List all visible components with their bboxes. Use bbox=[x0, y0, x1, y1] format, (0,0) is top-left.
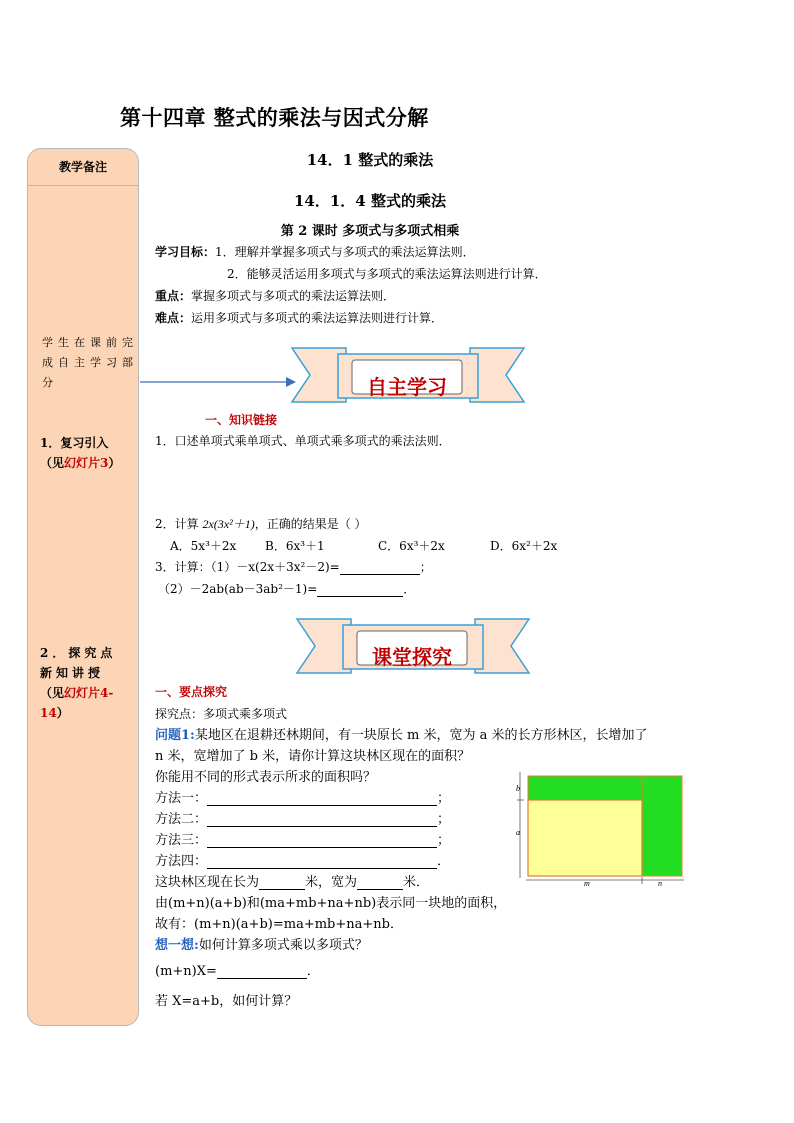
key-explore-heading: 一、要点探究 bbox=[155, 685, 228, 699]
arrow-icon bbox=[138, 372, 298, 392]
method-4: 方法四： ． bbox=[155, 854, 451, 869]
same-area-line: 由(m+n)(a+b)和(ma+mb+na+nb)表示同一块地的面积， bbox=[155, 896, 507, 911]
chapter-title: 第十四章 整式的乘法与因式分解 bbox=[120, 105, 429, 130]
sidebar-section-explore bbox=[40, 643, 130, 723]
sidebar-section-review bbox=[40, 433, 140, 473]
answer-blank[interactable] bbox=[357, 877, 403, 890]
method-3: 方法三： ； bbox=[155, 833, 451, 848]
lesson-heading: 第 2 课时 多项式与多项式相乘 bbox=[280, 224, 460, 239]
answer-blank[interactable] bbox=[217, 966, 307, 979]
knowledge-link-heading: 一、知识链接 bbox=[205, 413, 278, 427]
problem-1-line-2: n 米，宽增加了 b 米，请你计算这块林区现在的面积？ bbox=[155, 749, 471, 764]
mx-line: (m+n)X= ． bbox=[155, 964, 320, 979]
answer-blank[interactable] bbox=[259, 877, 305, 890]
option-c: C．6x³＋2x bbox=[378, 539, 445, 553]
option-a: A．5x³＋2x bbox=[170, 539, 237, 553]
sidebar-section-explore-title: 2．探究点新知讲授 bbox=[40, 646, 117, 680]
key-point: 重点：掌握多项式与多项式的乘法运算法则． bbox=[155, 289, 396, 303]
answer-blank[interactable] bbox=[340, 562, 420, 575]
think-line: 想一想:如何计算多项式乘以多项式？ bbox=[155, 938, 368, 953]
difficulty: 难点：运用多项式与多项式的乘法运算法则进行计算． bbox=[155, 311, 444, 325]
label-a: a bbox=[516, 828, 520, 837]
subsection-heading: 14．1．4 整式的乘法 bbox=[294, 192, 446, 210]
label-n: n bbox=[658, 879, 662, 888]
answer-blank[interactable] bbox=[207, 814, 437, 827]
area-diagram bbox=[512, 768, 692, 888]
question-2: 2．计算 2x(3x²＋1)，正确的结果是（ ） bbox=[155, 517, 367, 531]
objective-line-2: 2．能够灵活运用多项式与多项式的乘法运算法则进行计算． bbox=[227, 267, 547, 281]
therefore-line: 故有：(m+n)(a+b)=ma+mb+na+nb． bbox=[155, 917, 403, 932]
sidebar-section-review-ref: （见幻灯片3） bbox=[40, 456, 121, 470]
sidebar-section-explore-ref: （见幻灯片4-14） bbox=[40, 686, 114, 720]
answer-blank[interactable] bbox=[207, 793, 437, 806]
sidebar-header: 教学备注 bbox=[28, 149, 138, 186]
option-d: D．6x²＋2x bbox=[490, 539, 558, 553]
method-2: 方法二： ； bbox=[155, 812, 451, 827]
answer-blank[interactable] bbox=[207, 856, 437, 869]
option-b: B．6x³＋1 bbox=[265, 539, 325, 553]
label-m: m bbox=[584, 879, 590, 888]
label-b: b bbox=[516, 784, 520, 793]
banner-class-explore: 课堂探究 bbox=[372, 645, 452, 669]
objectives-label: 学习目标： bbox=[155, 245, 216, 259]
banner-self-study: 自主学习 bbox=[367, 375, 447, 399]
problem-label: 问题1: bbox=[155, 728, 195, 743]
problem-1-line-1: 问题1:某地区在退耕还林期间，有一块原长 m 米，宽为 a 米的长方形林区，长增加了 bbox=[155, 728, 648, 743]
answer-blank[interactable] bbox=[317, 584, 403, 597]
think-label: 想一想: bbox=[155, 938, 199, 953]
ask-line: 你能用不同的形式表示所求的面积吗？ bbox=[155, 770, 377, 785]
objective-line-1: 学习目标：1．理解并掌握多项式与多项式的乘法运算法则． bbox=[155, 245, 475, 259]
question-3-part-2: （2）－2ab(ab－3ab²－1)= ． bbox=[158, 582, 416, 596]
if-line: 若 X=a+b，如何计算？ bbox=[155, 994, 298, 1009]
method-1: 方法一： ； bbox=[155, 791, 451, 806]
sidebar-note: 学生在课前完成自主学习部分 bbox=[42, 336, 138, 389]
explore-point: 探究点：多项式乘多项式 bbox=[155, 707, 288, 721]
section-heading: 14．1 整式的乘法 bbox=[306, 151, 434, 169]
answer-blank[interactable] bbox=[207, 835, 437, 848]
question-3-part-1: 3．计算：（1）－x(2x＋3x²－2)= ； bbox=[155, 560, 432, 574]
teaching-notes-sidebar bbox=[27, 148, 139, 1026]
sidebar-section-review-title: 1．复习引入 bbox=[40, 436, 109, 450]
dimensions-line: 这块林区现在长为 米，宽为 米． bbox=[155, 875, 430, 890]
question-1: 1．口述单项式乘单项式、单项式乘多项式的乘法法则． bbox=[155, 434, 451, 448]
